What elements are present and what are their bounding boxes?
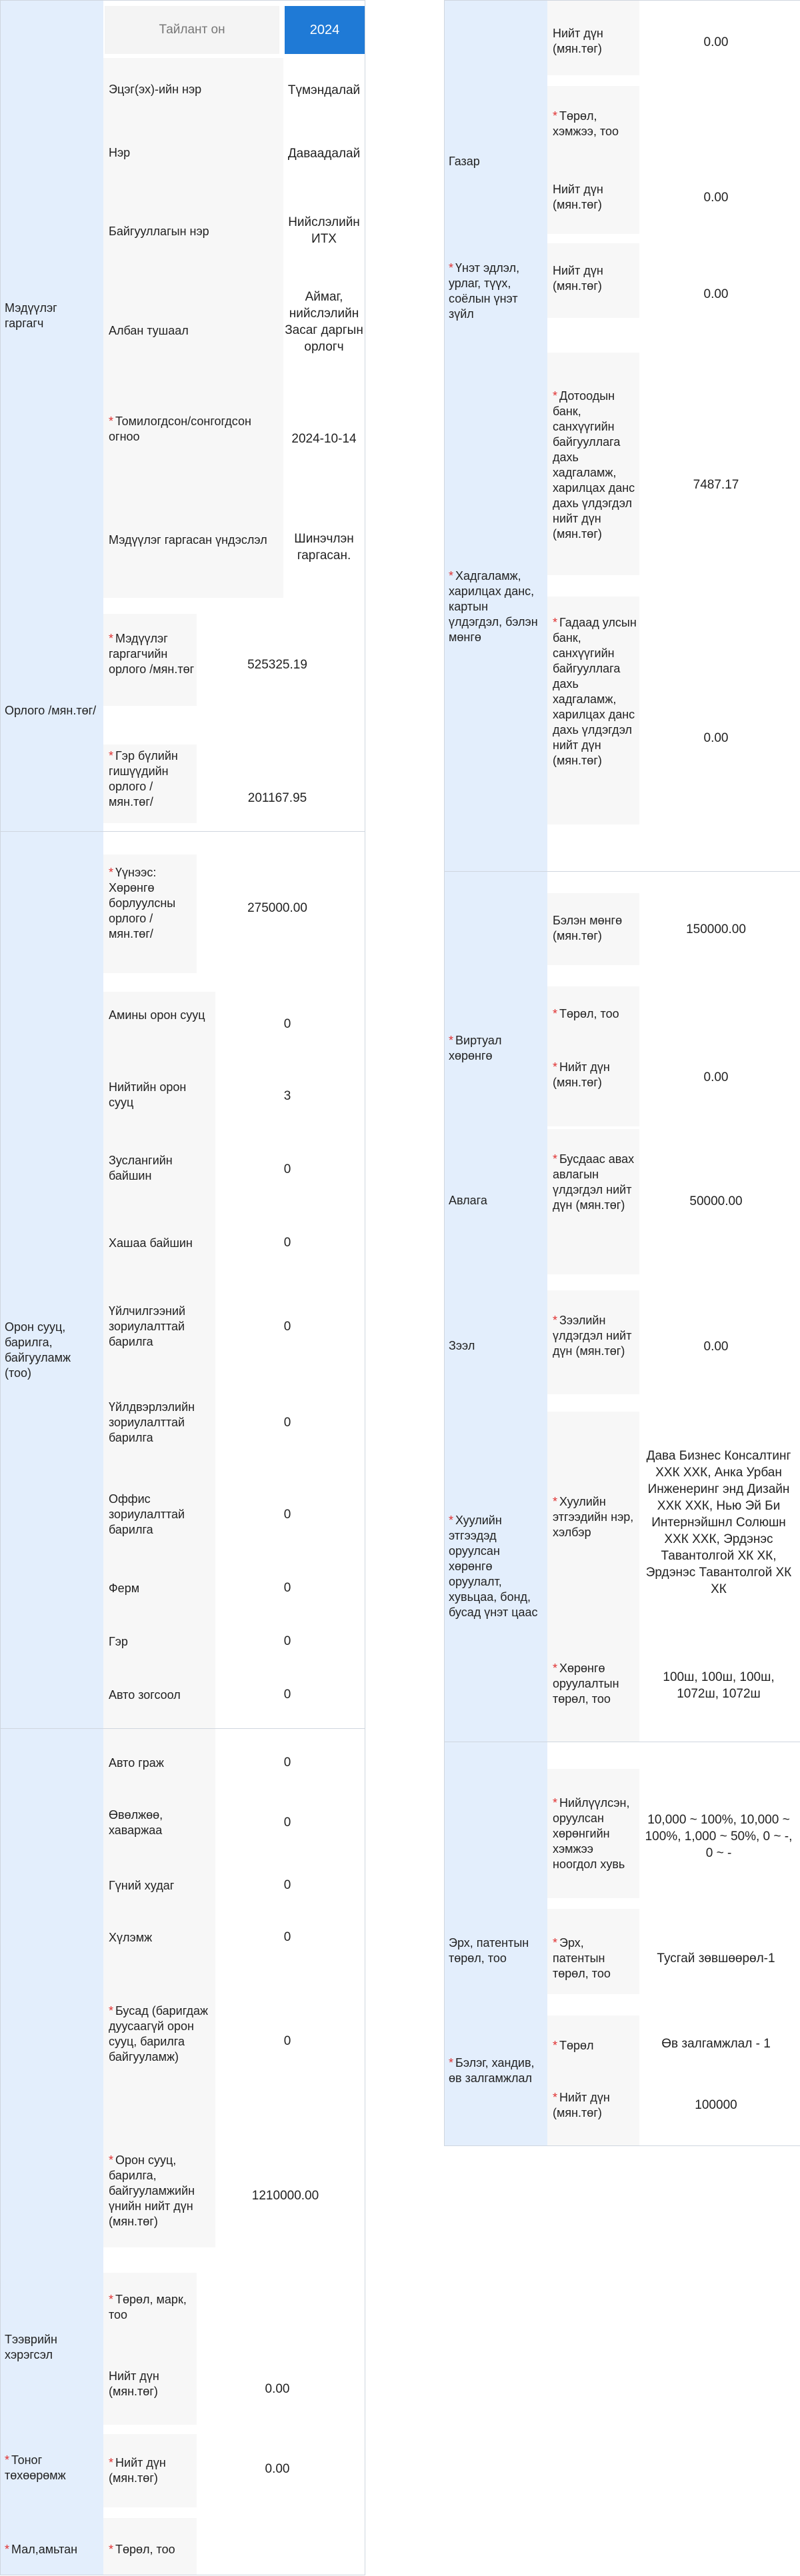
field-value: 0.00 bbox=[703, 731, 729, 745]
field-label: Нийт дүн (мян.төг) bbox=[553, 183, 603, 211]
field-value: 2024-10-14 bbox=[291, 432, 357, 446]
section-rights bbox=[445, 1742, 800, 2146]
item-value: 0 bbox=[283, 1508, 291, 1522]
item-value: 0 bbox=[283, 1878, 291, 1892]
category-label: Мэдүүлэг гаргагч bbox=[5, 301, 57, 330]
label-background bbox=[547, 2015, 639, 2146]
item-label: Нийтийн орон сууц bbox=[109, 1080, 187, 1109]
category-label: * Хуулийн этгээдэд оруулсан хөрөнгө оруулалт, хувьцаа, бонд, бусад үнэт цаас bbox=[449, 1514, 538, 1619]
category-label: * Тоног төхөөрөмж bbox=[5, 2453, 66, 2482]
field-value: Тусгай зөвшөөрөл-1 bbox=[657, 1951, 775, 1965]
field-label-text: Гэр бүлийн гишүүдийн орлого /мян.төг/ bbox=[109, 749, 178, 808]
item-value: 0 bbox=[283, 1236, 291, 1250]
field-value: Түмэндалай bbox=[287, 83, 361, 97]
field-label: * Нийт дүн (мян.төг) bbox=[553, 1060, 610, 1089]
field-label-text: Хөрөнгө оруулалтын төрөл, тоо bbox=[553, 1662, 619, 1706]
item-label: Амины орон сууц bbox=[109, 1008, 205, 1022]
field-label: Нийт дүн (мян.төг) bbox=[109, 2369, 159, 2398]
field-label-text: Төрөл bbox=[559, 2039, 594, 2052]
category-label: Зээл bbox=[449, 1339, 475, 1352]
field-label: * Үүнээс: Хөрөнгө борлуулсны орлого /мян.төг/ bbox=[109, 866, 176, 940]
right-panel bbox=[444, 0, 800, 2146]
field-label-text: Төрөл, хэмжээ, тоо bbox=[553, 109, 619, 138]
item-label: Өвөлжөө, хаваржаа bbox=[109, 1808, 163, 1837]
category-label-text: Виртуал хөрөнгө bbox=[449, 1034, 502, 1062]
item-label: * Орон сууц, барилга, байгууламжийн үнийн нийт дүн (мян.төг) bbox=[109, 2153, 195, 2228]
field-value: 10,000 ~ 100%, 10,000 ~ 100%, 1,000 ~ 50%, 0 ~ -, 0 ~ - bbox=[645, 1813, 793, 1860]
field-value: Өв залгамжлал - 1 bbox=[661, 2037, 771, 2051]
item-label: Авто граж bbox=[109, 1756, 164, 1770]
category-column bbox=[445, 1, 547, 871]
category-column bbox=[1, 832, 103, 1729]
item-value: 3 bbox=[283, 1089, 291, 1103]
field-label: * Хуулийн этгээдийн нэр, хэлбэр bbox=[553, 1495, 634, 1539]
field-label-text: Нийлүүлсэн, оруулсан хөрөнгийн хэмжээ ноогдол хувь bbox=[553, 1796, 630, 1871]
item-label: Үйлдвэрлэлийн зориулалттай барилга bbox=[109, 1400, 195, 1444]
item-value: 0 bbox=[283, 1416, 291, 1430]
field-value: 150000.00 bbox=[686, 922, 746, 936]
item-label: Зуслангийн байшин bbox=[109, 1154, 173, 1182]
item-value: 1210000.00 bbox=[251, 2189, 319, 2203]
field-label: Бэлэн мөнгө (мян.төг) bbox=[553, 914, 623, 942]
field-label: * Эрх, патентын төрөл, тоо bbox=[553, 1936, 611, 1980]
period-label: Тайлант он bbox=[105, 6, 279, 54]
category-column bbox=[1, 1729, 103, 2575]
item-value: 0 bbox=[283, 2034, 291, 2048]
field-label-text: Бусдаас авах авлагын үлдэгдэл нийт дүн (мян.төг) bbox=[553, 1152, 635, 1212]
field-label: * Хөрөнгө оруулалтын төрөл, тоо bbox=[553, 1662, 619, 1706]
item-label: Оффис зориулалттай барилга bbox=[109, 1492, 185, 1536]
category-label-text: Үнэт эдлэл, урлаг, түүх, соёлын үнэт зүйл bbox=[449, 261, 520, 321]
field-label: Эцэг(эх)-ийн нэр bbox=[109, 83, 202, 96]
field-label: * Төрөл, тоо bbox=[109, 2543, 175, 2556]
field-value: 0.00 bbox=[703, 1340, 729, 1354]
field-value: 50000.00 bbox=[689, 1194, 743, 1208]
field-label: Мэдүүлэг гаргасан үндэслэл bbox=[109, 533, 267, 547]
item-value: 0 bbox=[283, 1688, 291, 1702]
field-label-text: Төрөл, тоо bbox=[559, 1007, 619, 1020]
field-label: * Нийт дүн (мян.төг) bbox=[553, 2091, 610, 2119]
field-label-text: Нийт дүн (мян.төг) bbox=[553, 2091, 610, 2119]
field-label: Нэр bbox=[109, 146, 131, 159]
field-value: 0.00 bbox=[703, 1070, 729, 1084]
field-label: * Бусдаас авах авлагын үлдэгдэл нийт дүн (мян.төг) bbox=[553, 1152, 635, 1212]
item-value: 0 bbox=[283, 1634, 291, 1648]
field-value: 0.00 bbox=[703, 35, 729, 49]
category-label: * Хадгаламж, харилцах данс, картын үлдэгдэл, бэлэн мөнгө bbox=[449, 569, 538, 644]
field-label-text: Нийт дүн (мян.төг) bbox=[109, 2456, 166, 2485]
item-label: Ферм bbox=[109, 1582, 140, 1595]
field-value: Дава Бизнес Консалтинг ХХК ХХК, Анка Урбан Инженеринг энд Дизайн ХХК ХХК, Нью Эй Би Интернэйшнл Солюшн ХХК ХХК, Эрдэнэс Тавантолгой ХК ХК, Эрдэнэс Тавантолгой ХК ХК bbox=[645, 1449, 792, 1596]
category-label-text: Мал,амьтан bbox=[11, 2543, 78, 2556]
field-value: 275000.00 bbox=[247, 901, 307, 915]
field-label: * Гадаад улсын банк, санхүүгийн байгууллага дахь хадгаламж, харилцах данс дахь үлдэгдэл нийт дүн (мян.төг) bbox=[553, 616, 637, 767]
field-label-text: Хуулийн этгээдийн нэр, хэлбэр bbox=[553, 1495, 634, 1539]
field-value: 100ш, 100ш, 100ш, 1072ш, 1072ш bbox=[663, 1670, 775, 1701]
field-value: Нийслэлийн ИТХ bbox=[288, 215, 360, 246]
item-label-text: Орон сууц, барилга, байгууламжийн үнийн нийт дүн (мян.төг) bbox=[109, 2153, 195, 2228]
item-label: Гэр bbox=[109, 1635, 128, 1648]
field-label: * Төрөл, тоо bbox=[553, 1007, 619, 1020]
item-label: Авто зогсоол bbox=[109, 1688, 181, 1702]
category-label: Газар bbox=[449, 155, 480, 168]
field-value: 7487.17 bbox=[693, 478, 739, 492]
section-assets bbox=[1, 1728, 365, 2575]
field-label: * Дотоодын банк, санхүүгийн байгууллага дахь хадгаламж, харилцах данс дахь үлдэгдэл нийт дүн (мян.төг) bbox=[553, 389, 635, 541]
field-label-text: Томилогдсон/сонгогдсон огноо bbox=[109, 415, 251, 443]
category-label: Авлага bbox=[449, 1194, 487, 1207]
field-label-text: Гадаад улсын банк, санхүүгийн байгууллага дахь хадгаламж, харилцах данс дахь үлдэгдэл нийт дүн (мян.төг) bbox=[553, 616, 637, 767]
category-label: * Мал,амьтан bbox=[5, 2543, 78, 2556]
field-label-text: Дотоодын банк, санхүүгийн байгууллага дахь хадгаламж, харилцах данс дахь үлдэгдэл нийт дүн (мян.төг) bbox=[553, 389, 635, 541]
item-value: 0 bbox=[283, 1162, 291, 1176]
field-label: * Нийт дүн (мян.төг) bbox=[109, 2456, 166, 2485]
category-label-text: Тоног төхөөрөмж bbox=[5, 2453, 66, 2482]
field-label-text: Үүнээс: Хөрөнгө борлуулсны орлого /мян.төг/ bbox=[109, 866, 176, 940]
item-value: 0 bbox=[283, 1930, 291, 1944]
item-label: Үйлчилгээний зориулалттай барилга bbox=[109, 1304, 186, 1348]
category-label-text: Бэлэг, хандив, өв залгамжлал bbox=[449, 2056, 535, 2085]
field-value: 525325.19 bbox=[247, 658, 307, 672]
field-label-text: Эрх, патентын төрөл, тоо bbox=[553, 1936, 611, 1980]
field-label: * Зээлийн үлдэгдэл нийт дүн (мян.төг) bbox=[553, 1314, 632, 1358]
field-label: * Мэдүүлэг гаргагчийн орлого /мян.төг bbox=[109, 632, 195, 676]
field-label: Албан тушаал bbox=[109, 324, 189, 337]
field-label-text: Төрөл, марк, тоо bbox=[109, 2293, 187, 2321]
item-label: Хүлэмж bbox=[109, 1931, 153, 1944]
field-value: 201167.95 bbox=[247, 791, 307, 805]
item-value: 0 bbox=[283, 1816, 291, 1830]
category-label-text: Хуулийн этгээдэд оруулсан хөрөнгө оруулалт, хувьцаа, бонд, бусад үнэт цаас bbox=[449, 1514, 538, 1619]
field-label: * Төрөл, хэмжээ, тоо bbox=[553, 109, 619, 138]
field-label-text: Нийт дүн (мян.төг) bbox=[553, 1060, 610, 1089]
left-panel bbox=[0, 0, 365, 2575]
section-declarant bbox=[1, 1, 365, 598]
item-label-text: Бусад (баригдаж дуусаагүй орон сууц, барилга байгууламж) bbox=[109, 2004, 209, 2063]
field-value: 0.00 bbox=[265, 2462, 290, 2476]
item-value: 0 bbox=[283, 1756, 291, 1770]
category-label: Тээврийн хэрэгсэл bbox=[5, 2333, 57, 2361]
item-value: 0 bbox=[283, 1320, 291, 1334]
field-value: 0.00 bbox=[703, 287, 729, 301]
item-value: 0 bbox=[283, 1581, 291, 1595]
field-label: Нийт дүн (мян.төг) bbox=[553, 264, 603, 293]
category-label-text: Хадгаламж, харилцах данс, картын үлдэгдэл, бэлэн мөнгө bbox=[449, 569, 538, 644]
section-financial bbox=[445, 871, 800, 1742]
section-land-savings bbox=[445, 1, 800, 871]
field-label: * Гэр бүлийн гишүүдийн орлого /мян.төг/ bbox=[109, 749, 178, 808]
category-column bbox=[1, 1, 103, 598]
field-value: 0.00 bbox=[703, 191, 729, 205]
section-income bbox=[1, 598, 365, 831]
item-value: 0 bbox=[283, 1017, 291, 1031]
field-value: 0.00 bbox=[265, 2382, 290, 2396]
item-label: * Бусад (баригдаж дуусаагүй орон сууц, барилга байгууламж) bbox=[109, 2004, 209, 2063]
category-label: Орлого /мян.төг/ bbox=[5, 704, 97, 717]
field-label: * Нийлүүлсэн, оруулсан хөрөнгийн хэмжээ ноогдол хувь bbox=[553, 1796, 630, 1871]
section-buildings bbox=[1, 831, 365, 1729]
year-tab[interactable]: 2024 bbox=[285, 6, 365, 54]
field-label: Байгууллагын нэр bbox=[109, 225, 209, 238]
category-label: Орон сууц, барилга, байгууламж (тоо) bbox=[5, 1320, 71, 1380]
field-value: 100000 bbox=[695, 2098, 737, 2112]
category-label: * Виртуал хөрөнгө bbox=[449, 1034, 502, 1062]
field-label-text: Зээлийн үлдэгдэл нийт дүн (мян.төг) bbox=[553, 1314, 632, 1358]
field-label: Нийт дүн (мян.төг) bbox=[553, 27, 603, 55]
field-label-text: Мэдүүлэг гаргагчийн орлого /мян.төг bbox=[109, 632, 195, 676]
field-label: * Томилогдсон/сонгогдсон огноо bbox=[109, 415, 251, 443]
category-label: * Үнэт эдлэл, урлаг, түүх, соёлын үнэт зүйл bbox=[449, 261, 520, 321]
item-label: Гүний худаг bbox=[109, 1879, 175, 1892]
field-value: Даваадалай bbox=[287, 147, 361, 161]
category-label: * Бэлэг, хандив, өв залгамжлал bbox=[449, 2056, 535, 2085]
field-label-text: Төрөл, тоо bbox=[115, 2543, 175, 2556]
field-label: * Төрөл, марк, тоо bbox=[109, 2293, 187, 2321]
field-value: Шинэчлэн гаргасан. bbox=[294, 532, 354, 563]
item-label: Хашаа байшин bbox=[109, 1236, 193, 1250]
category-label: Эрх, патентын төрөл, тоо bbox=[449, 1936, 529, 1965]
field-value: Аймаг, нийслэлийн Засаг даргын орлогч bbox=[285, 290, 363, 354]
field-label: * Төрөл bbox=[553, 2039, 594, 2052]
